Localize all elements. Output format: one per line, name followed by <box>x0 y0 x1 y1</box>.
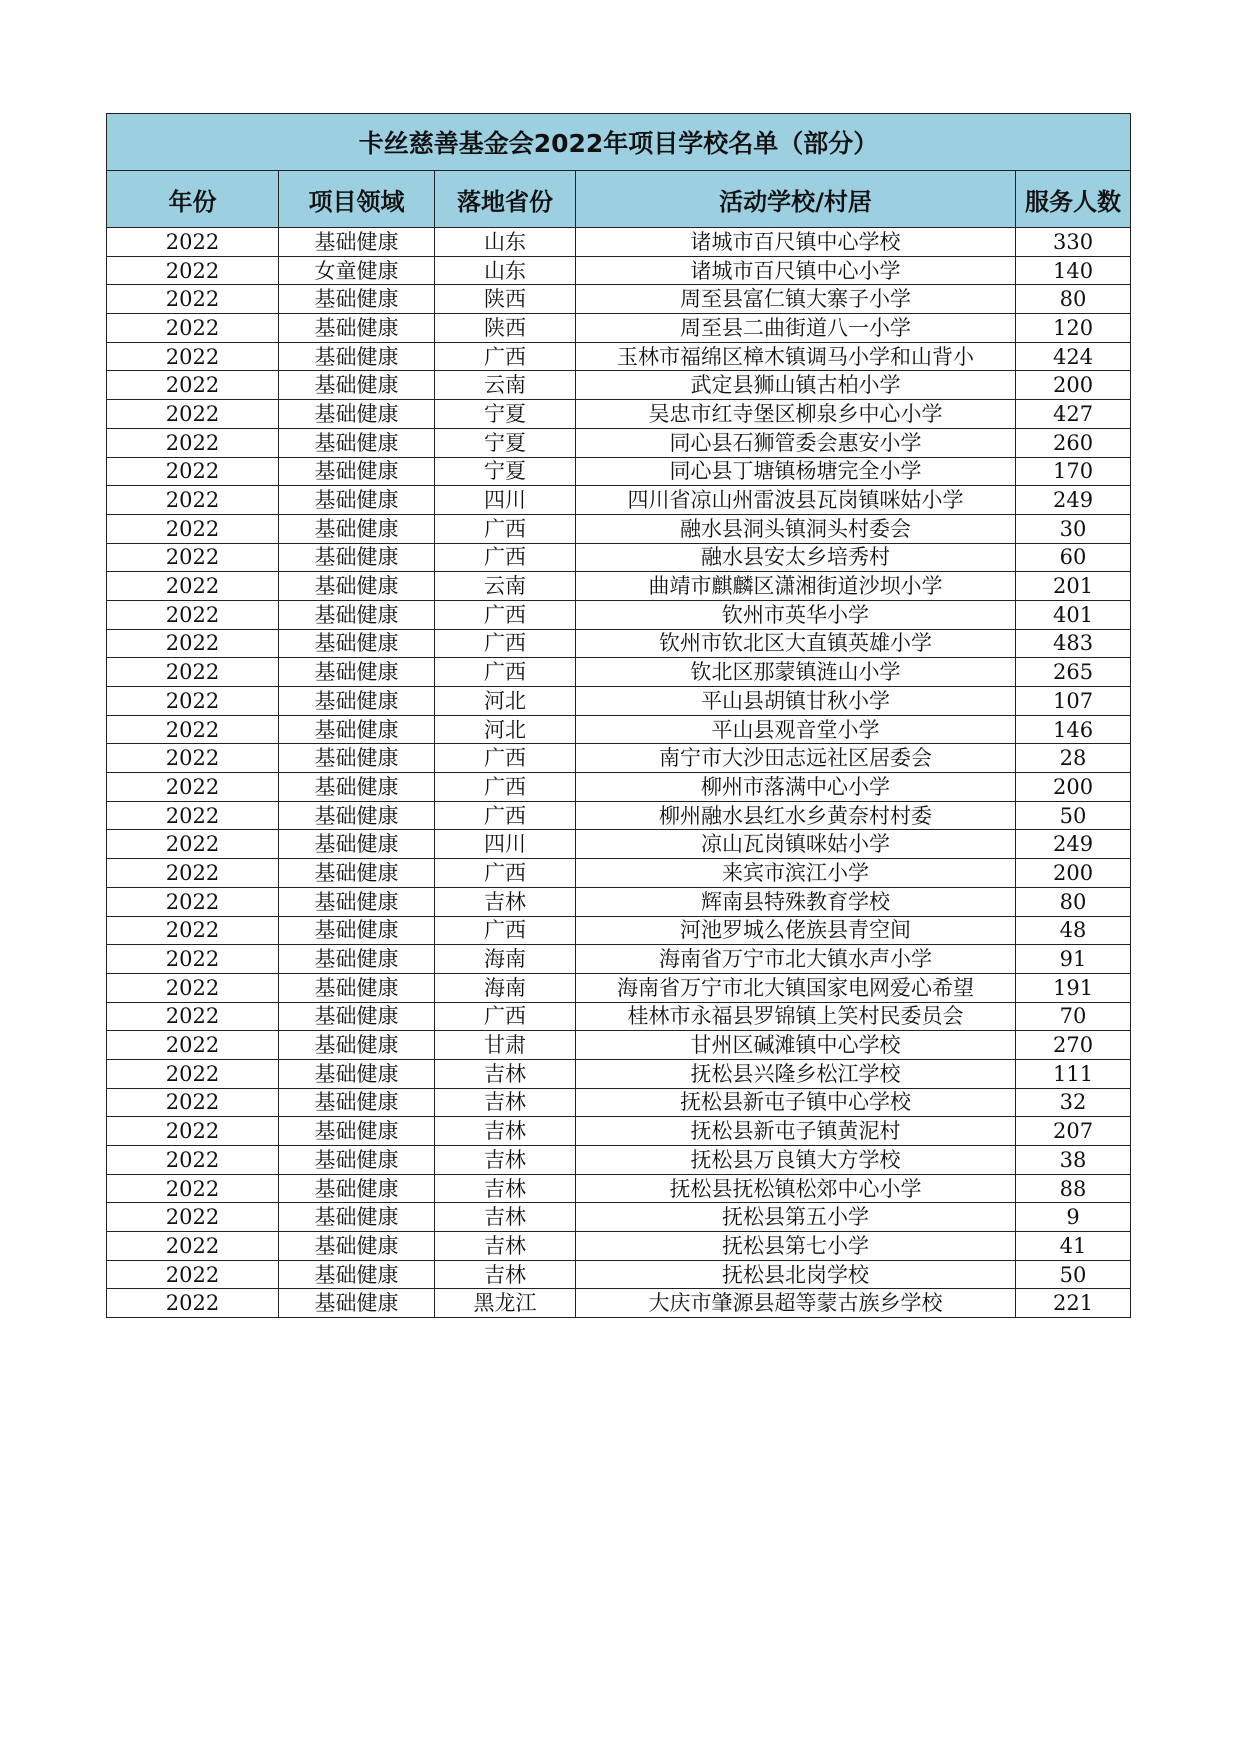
province-cell: 海南 <box>435 945 576 974</box>
field-cell: 基础健康 <box>279 629 435 658</box>
year-cell: 2022 <box>107 1260 279 1289</box>
table-row <box>107 256 1131 285</box>
year-cell: 2022 <box>107 1203 279 1232</box>
field-cell: 基础健康 <box>279 1088 435 1117</box>
province-cell: 广西 <box>435 1002 576 1031</box>
year-cell: 2022 <box>107 514 279 543</box>
table-row <box>107 457 1131 486</box>
field-cell: 基础健康 <box>279 1232 435 1261</box>
field-cell: 基础健康 <box>279 773 435 802</box>
year-cell: 2022 <box>107 945 279 974</box>
year-cell: 2022 <box>107 600 279 629</box>
count-cell: 50 <box>1016 1260 1131 1289</box>
field-cell: 基础健康 <box>279 543 435 572</box>
school-cell: 河池罗城么佬族县青空间 <box>576 916 1016 945</box>
year-cell: 2022 <box>107 572 279 601</box>
count-cell: 32 <box>1016 1088 1131 1117</box>
field-cell: 基础健康 <box>279 687 435 716</box>
year-cell: 2022 <box>107 314 279 343</box>
field-cell: 基础健康 <box>279 887 435 916</box>
year-cell: 2022 <box>107 371 279 400</box>
field-cell: 基础健康 <box>279 600 435 629</box>
province-cell: 宁夏 <box>435 428 576 457</box>
school-cell: 南宁市大沙田志远社区居委会 <box>576 744 1016 773</box>
table-row <box>107 687 1131 716</box>
count-cell: 80 <box>1016 887 1131 916</box>
year-cell: 2022 <box>107 1289 279 1318</box>
school-cell: 吴忠市红寺堡区柳泉乡中心小学 <box>576 400 1016 429</box>
count-cell: 200 <box>1016 773 1131 802</box>
province-cell: 云南 <box>435 572 576 601</box>
field-cell: 基础健康 <box>279 400 435 429</box>
table-row <box>107 600 1131 629</box>
count-cell: 120 <box>1016 314 1131 343</box>
field-cell: 基础健康 <box>279 1203 435 1232</box>
school-cell: 抚松县第五小学 <box>576 1203 1016 1232</box>
count-cell: 60 <box>1016 543 1131 572</box>
year-cell: 2022 <box>107 228 279 257</box>
school-cell: 钦北区那蒙镇涟山小学 <box>576 658 1016 687</box>
school-cell: 曲靖市麒麟区潇湘街道沙坝小学 <box>576 572 1016 601</box>
table-row <box>107 744 1131 773</box>
table-row <box>107 371 1131 400</box>
year-cell: 2022 <box>107 801 279 830</box>
field-cell: 基础健康 <box>279 1289 435 1318</box>
province-cell: 广西 <box>435 629 576 658</box>
count-cell: 483 <box>1016 629 1131 658</box>
count-cell: 201 <box>1016 572 1131 601</box>
column-header-year: 年份 <box>107 171 279 228</box>
year-cell: 2022 <box>107 342 279 371</box>
count-cell: 91 <box>1016 945 1131 974</box>
table-row <box>107 486 1131 515</box>
table-row <box>107 400 1131 429</box>
count-cell: 221 <box>1016 1289 1131 1318</box>
school-cell: 钦州市钦北区大直镇英雄小学 <box>576 629 1016 658</box>
province-cell: 黑龙江 <box>435 1289 576 1318</box>
count-cell: 41 <box>1016 1232 1131 1261</box>
school-cell: 抚松县新屯子镇中心学校 <box>576 1088 1016 1117</box>
year-cell: 2022 <box>107 256 279 285</box>
year-cell: 2022 <box>107 543 279 572</box>
table-row <box>107 658 1131 687</box>
count-cell: 191 <box>1016 973 1131 1002</box>
year-cell: 2022 <box>107 859 279 888</box>
field-cell: 基础健康 <box>279 916 435 945</box>
count-cell: 401 <box>1016 600 1131 629</box>
field-cell: 基础健康 <box>279 1146 435 1175</box>
province-cell: 吉林 <box>435 1088 576 1117</box>
table-row <box>107 830 1131 859</box>
count-cell: 70 <box>1016 1002 1131 1031</box>
year-cell: 2022 <box>107 916 279 945</box>
table-row <box>107 859 1131 888</box>
field-cell: 女童健康 <box>279 256 435 285</box>
school-cell: 凉山瓦岗镇咪姑小学 <box>576 830 1016 859</box>
field-cell: 基础健康 <box>279 228 435 257</box>
school-cell: 平山县观音堂小学 <box>576 715 1016 744</box>
province-cell: 广西 <box>435 744 576 773</box>
field-cell: 基础健康 <box>279 1002 435 1031</box>
count-cell: 424 <box>1016 342 1131 371</box>
province-cell: 吉林 <box>435 1117 576 1146</box>
school-cell: 玉林市福绵区樟木镇调马小学和山背小 <box>576 342 1016 371</box>
year-cell: 2022 <box>107 744 279 773</box>
field-cell: 基础健康 <box>279 428 435 457</box>
count-cell: 88 <box>1016 1174 1131 1203</box>
school-cell: 抚松县第七小学 <box>576 1232 1016 1261</box>
table-row <box>107 428 1131 457</box>
count-cell: 427 <box>1016 400 1131 429</box>
school-cell: 抚松县抚松镇松郊中心小学 <box>576 1174 1016 1203</box>
column-header-row <box>107 171 1131 228</box>
field-cell: 基础健康 <box>279 1031 435 1060</box>
school-cell: 同心县丁塘镇杨塘完全小学 <box>576 457 1016 486</box>
province-cell: 吉林 <box>435 1174 576 1203</box>
school-cell: 桂林市永福县罗锦镇上笑村民委员会 <box>576 1002 1016 1031</box>
table-row <box>107 801 1131 830</box>
table-body <box>107 228 1131 1318</box>
count-cell: 170 <box>1016 457 1131 486</box>
school-cell: 周至县富仁镇大寨子小学 <box>576 285 1016 314</box>
field-cell: 基础健康 <box>279 457 435 486</box>
field-cell: 基础健康 <box>279 514 435 543</box>
year-cell: 2022 <box>107 973 279 1002</box>
column-header-field: 项目领域 <box>279 171 435 228</box>
field-cell: 基础健康 <box>279 744 435 773</box>
count-cell: 28 <box>1016 744 1131 773</box>
school-cell: 辉南县特殊教育学校 <box>576 887 1016 916</box>
table-row <box>107 285 1131 314</box>
count-cell: 249 <box>1016 830 1131 859</box>
year-cell: 2022 <box>107 1031 279 1060</box>
province-cell: 河北 <box>435 687 576 716</box>
year-cell: 2022 <box>107 457 279 486</box>
province-cell: 山东 <box>435 228 576 257</box>
province-cell: 云南 <box>435 371 576 400</box>
school-cell: 诸城市百尺镇中心小学 <box>576 256 1016 285</box>
count-cell: 249 <box>1016 486 1131 515</box>
count-cell: 30 <box>1016 514 1131 543</box>
year-cell: 2022 <box>107 773 279 802</box>
field-cell: 基础健康 <box>279 1260 435 1289</box>
column-header-province: 落地省份 <box>435 171 576 228</box>
field-cell: 基础健康 <box>279 371 435 400</box>
school-cell: 来宾市滨江小学 <box>576 859 1016 888</box>
province-cell: 吉林 <box>435 1260 576 1289</box>
table-row <box>107 629 1131 658</box>
province-cell: 甘肃 <box>435 1031 576 1060</box>
field-cell: 基础健康 <box>279 973 435 1002</box>
year-cell: 2022 <box>107 1117 279 1146</box>
province-cell: 四川 <box>435 486 576 515</box>
school-cell: 抚松县北岗学校 <box>576 1260 1016 1289</box>
province-cell: 海南 <box>435 973 576 1002</box>
field-cell: 基础健康 <box>279 314 435 343</box>
table-row <box>107 1289 1131 1318</box>
school-cell: 柳州市落满中心小学 <box>576 773 1016 802</box>
field-cell: 基础健康 <box>279 859 435 888</box>
school-cell: 抚松县兴隆乡松江学校 <box>576 1059 1016 1088</box>
province-cell: 四川 <box>435 830 576 859</box>
year-cell: 2022 <box>107 1059 279 1088</box>
province-cell: 吉林 <box>435 1203 576 1232</box>
table-row <box>107 1031 1131 1060</box>
school-cell: 海南省万宁市北大镇水声小学 <box>576 945 1016 974</box>
project-school-table <box>106 113 1131 1318</box>
province-cell: 广西 <box>435 801 576 830</box>
year-cell: 2022 <box>107 1088 279 1117</box>
province-cell: 河北 <box>435 715 576 744</box>
province-cell: 广西 <box>435 600 576 629</box>
school-cell: 钦州市英华小学 <box>576 600 1016 629</box>
school-cell: 同心县石狮管委会惠安小学 <box>576 428 1016 457</box>
column-header-count: 服务人数 <box>1016 171 1131 228</box>
table-row <box>107 1174 1131 1203</box>
school-cell: 大庆市肇源县超等蒙古族乡学校 <box>576 1289 1016 1318</box>
count-cell: 265 <box>1016 658 1131 687</box>
year-cell: 2022 <box>107 887 279 916</box>
school-cell: 甘州区碱滩镇中心学校 <box>576 1031 1016 1060</box>
count-cell: 140 <box>1016 256 1131 285</box>
table-row <box>107 514 1131 543</box>
school-cell: 诸城市百尺镇中心学校 <box>576 228 1016 257</box>
province-cell: 吉林 <box>435 887 576 916</box>
province-cell: 广西 <box>435 916 576 945</box>
count-cell: 9 <box>1016 1203 1131 1232</box>
count-cell: 330 <box>1016 228 1131 257</box>
field-cell: 基础健康 <box>279 945 435 974</box>
year-cell: 2022 <box>107 1174 279 1203</box>
table-row <box>107 916 1131 945</box>
table-row <box>107 1088 1131 1117</box>
count-cell: 38 <box>1016 1146 1131 1175</box>
year-cell: 2022 <box>107 830 279 859</box>
province-cell: 陕西 <box>435 314 576 343</box>
field-cell: 基础健康 <box>279 830 435 859</box>
table-row <box>107 973 1131 1002</box>
count-cell: 207 <box>1016 1117 1131 1146</box>
field-cell: 基础健康 <box>279 1059 435 1088</box>
province-cell: 广西 <box>435 773 576 802</box>
count-cell: 111 <box>1016 1059 1131 1088</box>
table-row <box>107 572 1131 601</box>
count-cell: 260 <box>1016 428 1131 457</box>
province-cell: 山东 <box>435 256 576 285</box>
field-cell: 基础健康 <box>279 342 435 371</box>
count-cell: 50 <box>1016 801 1131 830</box>
school-cell: 海南省万宁市北大镇国家电网爱心希望 <box>576 973 1016 1002</box>
table-row <box>107 1260 1131 1289</box>
year-cell: 2022 <box>107 715 279 744</box>
province-cell: 广西 <box>435 342 576 371</box>
province-cell: 广西 <box>435 543 576 572</box>
year-cell: 2022 <box>107 1232 279 1261</box>
table-row <box>107 314 1131 343</box>
count-cell: 200 <box>1016 859 1131 888</box>
province-cell: 宁夏 <box>435 457 576 486</box>
table-row <box>107 1117 1131 1146</box>
province-cell: 吉林 <box>435 1146 576 1175</box>
column-header-school: 活动学校/村居 <box>576 171 1016 228</box>
school-cell: 平山县胡镇甘秋小学 <box>576 687 1016 716</box>
province-cell: 陕西 <box>435 285 576 314</box>
school-cell: 融水县安太乡培秀村 <box>576 543 1016 572</box>
count-cell: 48 <box>1016 916 1131 945</box>
school-cell: 抚松县万良镇大方学校 <box>576 1146 1016 1175</box>
school-cell: 四川省凉山州雷波县瓦岗镇咪姑小学 <box>576 486 1016 515</box>
table-row <box>107 887 1131 916</box>
count-cell: 146 <box>1016 715 1131 744</box>
table-row <box>107 773 1131 802</box>
table-row <box>107 1059 1131 1088</box>
table-row <box>107 1203 1131 1232</box>
table-row <box>107 342 1131 371</box>
field-cell: 基础健康 <box>279 486 435 515</box>
field-cell: 基础健康 <box>279 1117 435 1146</box>
province-cell: 吉林 <box>435 1059 576 1088</box>
school-cell: 武定县狮山镇古柏小学 <box>576 371 1016 400</box>
school-cell: 融水县洞头镇洞头村委会 <box>576 514 1016 543</box>
count-cell: 200 <box>1016 371 1131 400</box>
field-cell: 基础健康 <box>279 285 435 314</box>
year-cell: 2022 <box>107 400 279 429</box>
table-row <box>107 1232 1131 1261</box>
year-cell: 2022 <box>107 1146 279 1175</box>
year-cell: 2022 <box>107 687 279 716</box>
province-cell: 广西 <box>435 658 576 687</box>
year-cell: 2022 <box>107 285 279 314</box>
table-title: 卡丝慈善基金会2022年项目学校名单（部分） <box>107 114 1131 171</box>
year-cell: 2022 <box>107 658 279 687</box>
school-cell: 抚松县新屯子镇黄泥村 <box>576 1117 1016 1146</box>
year-cell: 2022 <box>107 428 279 457</box>
table-row <box>107 228 1131 257</box>
field-cell: 基础健康 <box>279 801 435 830</box>
table-row <box>107 543 1131 572</box>
province-cell: 吉林 <box>435 1232 576 1261</box>
province-cell: 广西 <box>435 514 576 543</box>
count-cell: 107 <box>1016 687 1131 716</box>
year-cell: 2022 <box>107 1002 279 1031</box>
year-cell: 2022 <box>107 629 279 658</box>
table-row <box>107 1146 1131 1175</box>
table-row <box>107 1002 1131 1031</box>
count-cell: 80 <box>1016 285 1131 314</box>
year-cell: 2022 <box>107 486 279 515</box>
province-cell: 广西 <box>435 859 576 888</box>
field-cell: 基础健康 <box>279 715 435 744</box>
field-cell: 基础健康 <box>279 1174 435 1203</box>
field-cell: 基础健康 <box>279 572 435 601</box>
province-cell: 宁夏 <box>435 400 576 429</box>
school-cell: 柳州融水县红水乡黄奈村村委 <box>576 801 1016 830</box>
count-cell: 270 <box>1016 1031 1131 1060</box>
table-row <box>107 715 1131 744</box>
field-cell: 基础健康 <box>279 658 435 687</box>
table-row <box>107 945 1131 974</box>
school-cell: 周至县二曲街道八一小学 <box>576 314 1016 343</box>
